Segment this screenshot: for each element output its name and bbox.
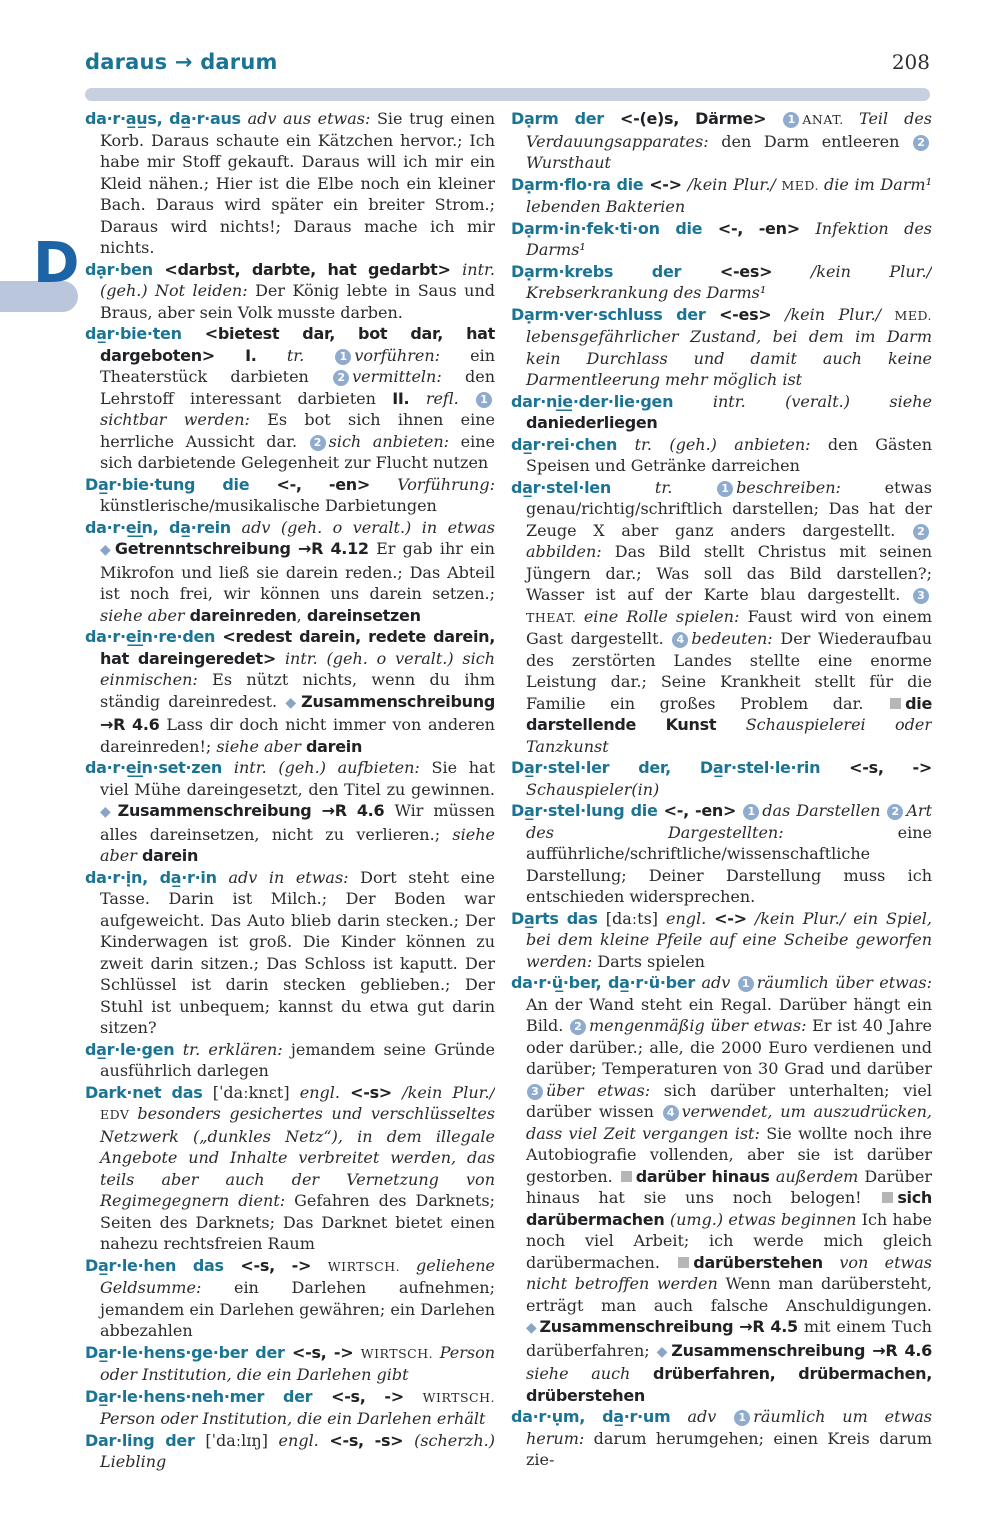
example-text: ein Darlehen aufnehmen; jemandem ein Darlehen gewähren; ein Darlehen abbezahlen bbox=[100, 1278, 495, 1340]
definition-italic: tr. (geh.) anbieten: bbox=[634, 434, 828, 454]
definition-italic: von etwas nicht betroffen werden bbox=[526, 1252, 932, 1293]
dictionary-entry bbox=[511, 174, 932, 218]
definition-italic: /kein Plur./ bbox=[785, 304, 895, 324]
example-text: Sie wollte noch ihre Autobiografie vollenden, aber sie ist darüber gestorben. bbox=[526, 1123, 932, 1186]
grammar-forms: <-es> bbox=[719, 261, 811, 281]
example-text: eine sich darbietende Gelegenheit zur Flucht nutzen bbox=[100, 431, 495, 472]
headword: Da̲r·stel·ler der, Da̲r·stel·le·rin bbox=[511, 758, 850, 777]
bold-reference: daniederliegen bbox=[526, 413, 658, 432]
definition-italic: Person oder Institution, die ein Darlehen gibt bbox=[100, 1342, 495, 1384]
example-text: Darüber hinaus hat sie uns noch belogen! bbox=[526, 1166, 932, 1207]
definition-italic: (scherzh.) Liebling bbox=[100, 1430, 495, 1471]
definition-italic: /kein Plur./ Krebserkrankung des Darms¹ bbox=[526, 261, 932, 302]
definition-italic: intr. (geh. o veralt.) sich einmischen: bbox=[100, 648, 495, 689]
sense-number-badge: 3 bbox=[527, 1084, 543, 1100]
headword: Da̲r·bie·tung die bbox=[85, 474, 277, 494]
definition-italic: tr. bbox=[286, 345, 335, 365]
definition-italic: engl. bbox=[299, 1082, 351, 1102]
dictionary-entry bbox=[511, 908, 932, 973]
grammar-forms: <-, -en> bbox=[663, 801, 743, 820]
headword: Da̲r·le·hen das bbox=[85, 1255, 241, 1275]
example-text: künstlerische/musikalische Darbietungen bbox=[100, 496, 437, 515]
example-text: Lass dir doch nicht immer von anderen dareinreden!; bbox=[100, 715, 495, 756]
definition-italic: räumlich über etwas: bbox=[756, 973, 932, 992]
example-text: [ˈdaːknɛt] bbox=[212, 1082, 300, 1102]
idiom-square-icon bbox=[882, 1192, 893, 1203]
dictionary-entry bbox=[511, 972, 932, 1406]
grammar-forms: <-s, -> bbox=[240, 1255, 328, 1275]
subject-label: THEAT. bbox=[526, 609, 584, 625]
bold-reference: dareinsetzen bbox=[306, 605, 421, 625]
headword: Dạrm·ver·schluss der bbox=[511, 304, 720, 324]
spelling-rule-diamond-icon: ◆ bbox=[100, 804, 116, 820]
definition-italic: (umg.) etwas beginnen bbox=[669, 1209, 862, 1229]
definition-italic: besonders gesichertes und verschlüsseltes Netzwerk („dunkles Netz“), in dem illegale Angebote und Inhalte verbreitet werden, das teils aber auch der Vernetzung von Regimegegnern dient: bbox=[100, 1104, 495, 1210]
definition-italic: Vorführung: bbox=[397, 474, 495, 494]
subject-label: WIRTSCH. bbox=[327, 1258, 417, 1274]
headword: da̲r·rei·chen bbox=[511, 434, 635, 454]
sense-number-badge: 2 bbox=[913, 524, 929, 540]
grammar-forms: <-s, -s> bbox=[329, 1430, 415, 1450]
grammar-forms: <-(e)s, Därme> bbox=[620, 109, 783, 128]
headword: da̲r·stel·len bbox=[511, 477, 655, 497]
dictionary-entry bbox=[85, 323, 495, 474]
grammar-forms: <-> bbox=[714, 908, 755, 928]
subject-label: ANAT. bbox=[802, 112, 860, 127]
headword: da·r·a̲u̲s, da̲·r·aus bbox=[85, 109, 248, 128]
grammar-forms: <-s, -> bbox=[331, 1386, 423, 1406]
headword: Dạrm·in·fek·ti·on die bbox=[511, 218, 718, 238]
definition-italic: verwendet, um auszudrücken, dass viel Zeit vergangen ist: bbox=[526, 1102, 932, 1143]
dictionary-entry bbox=[85, 1386, 495, 1430]
example-text: Sie trug einen Korb. Daraus schaute ein Kätzchen hervor.; Ich habe mir Stoff gekauft. Daraus will ich mir ein Kleid nähen.; Hier ist die Elbe noch ein kleiner Bach. Daraus wird später ein breiter Strom.; Daraus wird nichts!; Daraus mache ich mir nichts. bbox=[100, 109, 495, 257]
headword: da·r·e̲i̲n, da̲·rein bbox=[85, 517, 242, 537]
example-text: mit einem Tuch darüberfahren; bbox=[526, 1317, 932, 1360]
subject-label: EDV bbox=[100, 1107, 138, 1122]
idiom-square-icon bbox=[890, 698, 901, 709]
definition-italic: die im Darm¹ lebenden Bakterien bbox=[526, 174, 932, 216]
example-text: , bbox=[296, 605, 307, 625]
example-text: Er gab ihr ein Mikrofon und ließ sie darein reden.; Das Abteil ist noch frei, wir können uns darein setzen.; bbox=[100, 539, 495, 603]
page-number: 208 bbox=[891, 50, 930, 74]
dictionary-entry bbox=[511, 800, 932, 908]
example-text: sich darüber unterhalten; viel darüber wissen bbox=[526, 1080, 932, 1121]
headword: Da̲r·le·hens·ge·ber der bbox=[85, 1342, 293, 1362]
example-text: Es nützt nichts, wenn du ihm ständig dareinredest. bbox=[100, 670, 495, 711]
sense-number-badge: 1 bbox=[476, 392, 492, 408]
definition-italic: tr. bbox=[654, 477, 717, 497]
right-column bbox=[511, 108, 932, 1498]
example-text: den Gästen Speisen und Getränke darreichen bbox=[526, 434, 932, 475]
sense-number-badge: 1 bbox=[717, 481, 733, 497]
sense-number-badge: 1 bbox=[783, 112, 799, 128]
example-text: Der Wiederaufbau des zerstörten Landes stellte eine enorme Leistung dar.; Seine Krankheit stellt für die Familie ein großes Problem dar. bbox=[526, 629, 932, 713]
bold-reference: Zusammenschreibung →R 4.6 bbox=[671, 1340, 932, 1360]
example-text: Sie hat viel Mühe dareingesetzt, den Titel zu gewinnen. bbox=[100, 758, 495, 799]
spelling-rule-diamond-icon: ◆ bbox=[526, 1320, 538, 1336]
headword: da̲r·bie·ten bbox=[85, 324, 205, 343]
definition-italic: adv aus etwas: bbox=[247, 109, 377, 128]
sense-number-badge: 3 bbox=[913, 588, 929, 604]
grammar-forms: <-, -en> bbox=[717, 218, 816, 238]
definition-italic: beschreiben: bbox=[736, 477, 885, 497]
bold-reference: darein bbox=[306, 736, 363, 756]
definition-italic: Art des Dargestellten: bbox=[526, 801, 932, 842]
bold-reference: Zusammenschreibung →R 4.5 bbox=[539, 1317, 804, 1336]
grammar-forms: <-es> bbox=[719, 304, 786, 324]
entry-columns bbox=[85, 108, 932, 1498]
example-text: Der König lebte in Saus und Braus, aber sein Volk musste darben. bbox=[100, 281, 495, 322]
dictionary-entry bbox=[85, 259, 495, 324]
sense-number-badge: 1 bbox=[743, 804, 759, 820]
dictionary-entry bbox=[85, 108, 495, 259]
example-text: Dort steht eine Tasse. Darin ist Milch.; Der Boden war aufgeweicht. Das Auto blieb darin stecken.; Der Kinderwagen ist groß. Die Kinder können zu zweit darin sitzen.; Das Schloss ist kaputt. Der Schlüssel ist darin stecken geblieben.; Der Stuhl ist unbequem; kannst du etwa gut darin sitzen? bbox=[100, 867, 495, 1037]
grammar-forms: <redest darein, redete darein, hat dareingeredet> bbox=[100, 627, 495, 668]
grammar-forms: <darbst, darbte, hat gedarbt> bbox=[164, 259, 463, 279]
definition-italic: engl. bbox=[278, 1430, 330, 1450]
grammar-forms: <-> bbox=[649, 174, 688, 194]
bold-reference: Getrenntschreibung →R 4.12 bbox=[114, 539, 377, 558]
sense-number-badge: 2 bbox=[887, 804, 903, 820]
definition-italic: über etwas: bbox=[546, 1080, 664, 1100]
definition-italic: siehe aber bbox=[216, 736, 306, 756]
definition-italic: intr. (geh.) Not leiden: bbox=[100, 259, 495, 300]
idiom-square-icon bbox=[678, 1257, 689, 1268]
example-text: Faust wird von einem Gast dargestellt. bbox=[526, 606, 932, 648]
dictionary-entry bbox=[511, 1406, 932, 1471]
definition-italic: abbilden: bbox=[526, 542, 615, 561]
example-text: Er ist 40 Jahre oder darüber.; alle, die 2000 Euro verdienen und darüber; Temperaturen von 30 Grad und darüber bbox=[526, 1016, 932, 1078]
header-divider-bar bbox=[85, 88, 930, 101]
dictionary-entry bbox=[511, 304, 932, 391]
sense-number-badge: 2 bbox=[333, 370, 349, 386]
dictionary-entry bbox=[85, 517, 495, 627]
sense-number-badge: 2 bbox=[570, 1019, 586, 1035]
dictionary-entry bbox=[85, 1039, 495, 1082]
subject-label: MED. bbox=[894, 307, 932, 323]
subject-label: WIRTSCH. bbox=[422, 1389, 495, 1405]
example-text: Es bot sich ihnen eine herrliche Aussicht dar. bbox=[100, 410, 495, 451]
example-text: An der Wand steht ein Regal. Darüber hängt ein Bild. bbox=[526, 994, 932, 1035]
dictionary-entry bbox=[511, 757, 932, 800]
dictionary-entry bbox=[511, 477, 932, 758]
definition-italic: intr. (veralt.) siehe bbox=[712, 391, 932, 411]
definition-italic: das Darstellen bbox=[762, 801, 887, 820]
dictionary-entry bbox=[85, 626, 495, 757]
definition-italic: engl. bbox=[665, 908, 715, 928]
sense-number-badge: 1 bbox=[335, 349, 351, 365]
bold-reference: drüberfahren, drübermachen, drüberstehen bbox=[526, 1364, 932, 1405]
subject-label: WIRTSCH. bbox=[360, 1345, 440, 1361]
headword: da·r·e̲i̲n·set·zen bbox=[85, 758, 234, 777]
definition-italic: lebensgefährlicher Zustand, bei dem im Darm kein Durchlass und damit auch keine Darmentleerung mehr möglich ist bbox=[526, 327, 932, 389]
definition-italic: Teil des Verdauungsapparates: bbox=[526, 109, 932, 151]
definition-italic: eine Rolle spielen: bbox=[583, 606, 748, 626]
subject-label: MED. bbox=[781, 177, 824, 193]
definition-italic: adv (geh. o veralt.) in etwas bbox=[241, 517, 495, 537]
bold-reference: II. bbox=[392, 388, 426, 408]
example-text: Ich habe noch viel Arbeit; ich werde mich gleich darübermachen. bbox=[526, 1209, 932, 1272]
definition-italic: bedeuten: bbox=[691, 629, 781, 648]
spelling-rule-diamond-icon: ◆ bbox=[100, 542, 113, 558]
bold-reference: darüberstehen bbox=[693, 1252, 840, 1272]
headword: dar·ni̲e̲·der·lie·gen bbox=[511, 391, 713, 411]
definition-italic: adv in etwas: bbox=[228, 867, 361, 887]
definition-italic: sichtbar werden: bbox=[100, 410, 268, 429]
dictionary-entry bbox=[85, 867, 495, 1039]
example-text: den Lehrstoff interessant darbieten bbox=[100, 367, 495, 408]
headword: Dạrm·flo·ra die bbox=[511, 174, 650, 194]
definition-italic: siehe auch bbox=[526, 1364, 654, 1383]
dictionary-entry bbox=[511, 261, 932, 304]
definition-italic: intr. (geh.) aufbieten: bbox=[233, 758, 432, 777]
example-text: den Darm entleeren bbox=[721, 131, 913, 151]
dictionary-entry bbox=[511, 218, 932, 261]
headword: Dạrm·krebs der bbox=[511, 261, 720, 281]
headword: Da̲r·le·hens·neh·mer der bbox=[85, 1386, 332, 1406]
bold-reference: die darstellende Kunst bbox=[526, 693, 932, 734]
headword: Dar·ling der bbox=[85, 1430, 206, 1450]
headword: da·r·e̲i̲n·re·den bbox=[85, 627, 223, 646]
definition-italic: tr. erklären: bbox=[182, 1039, 291, 1059]
bold-reference: Zusammenschreibung →R 4.6 bbox=[100, 691, 495, 734]
headword: Dạrm der bbox=[511, 109, 620, 128]
dictionary-entry bbox=[85, 474, 495, 517]
sense-number-badge: 2 bbox=[913, 135, 929, 151]
example-text: eine aufführliche/schriftliche/wissenschaftliche Darstellung; Deiner Darstellung muss ich entschieden widersprechen. bbox=[526, 822, 932, 906]
alphabet-section-letter: D bbox=[33, 231, 80, 296]
example-text: Wenn man darübersteht, erträgt man auch falsche Anschuldigungen. bbox=[526, 1274, 932, 1315]
dictionary-entry bbox=[511, 434, 932, 477]
bold-reference: darein bbox=[141, 846, 199, 865]
bold-reference: darüber hinaus bbox=[635, 1166, 776, 1186]
dictionary-entry bbox=[85, 1255, 495, 1342]
definition-italic: refl. bbox=[425, 388, 475, 408]
definition-italic: Schauspielerei oder Tanzkunst bbox=[526, 715, 932, 756]
headword: da·r·ịn, da̲·r·in bbox=[85, 867, 229, 887]
example-text: Das Bild stellt Christus mit seinen Jüngern dar.; Was soll das Bild darstellen?; Wasser ist auf der Karte blau dargestellt. bbox=[526, 542, 932, 604]
definition-italic: /kein Plur./ bbox=[402, 1082, 495, 1102]
bold-reference: I. bbox=[245, 345, 287, 365]
bold-reference: sich darübermachen bbox=[526, 1188, 932, 1229]
definition-italic: mengenmäßig über etwas: bbox=[589, 1016, 813, 1035]
example-text: Darts spielen bbox=[597, 951, 705, 971]
bold-reference: dareinreden bbox=[189, 605, 297, 625]
grammar-forms: <-s, -> bbox=[849, 758, 932, 777]
bold-reference: Zusammenschreibung →R 4.6 bbox=[117, 801, 395, 820]
definition-italic: /kein Plur./ ein Spiel, bei dem kleine Pfeile auf eine Scheibe geworfen werden: bbox=[526, 908, 932, 971]
definition-italic: siehe aber bbox=[100, 824, 495, 865]
dictionary-entry bbox=[511, 391, 932, 434]
sense-number-badge: 4 bbox=[663, 1105, 679, 1121]
dictionary-entry bbox=[85, 1430, 495, 1473]
spelling-rule-diamond-icon: ◆ bbox=[285, 694, 300, 711]
definition-italic: vermitteln: bbox=[352, 367, 465, 386]
headword: dạr·ben bbox=[85, 259, 165, 279]
definition-italic: Wursthaut bbox=[526, 153, 611, 172]
example-text: Gefahren des Darknets; Seiten des Darknets; Das Darknet bietet einen nahezu rechtsfreien Raum bbox=[100, 1191, 495, 1253]
definition-italic: vorführen: bbox=[354, 345, 471, 365]
guide-words: daraus → darum bbox=[85, 50, 278, 74]
definition-italic: /kein Plur./ bbox=[687, 174, 782, 194]
headword: Da̲r·stel·lung die bbox=[511, 801, 664, 820]
dictionary-entry bbox=[85, 1082, 495, 1255]
example-text: Wir müssen alles dareinsetzen, nicht zu verlieren.; bbox=[100, 801, 495, 844]
example-text: etwas genau/richtig/schriftlich darstellen; Das hat der Zeuge X aber ganz anders dargestellt. bbox=[526, 477, 932, 540]
headword: da·r·ụm, da̲·r·um bbox=[511, 1407, 688, 1426]
grammar-forms: <-s, -> bbox=[292, 1342, 361, 1362]
example-text: [ˈdaːlɪŋ] bbox=[205, 1430, 279, 1450]
definition-italic: räumlich um etwas herum: bbox=[526, 1407, 932, 1448]
definition-italic: außerdem bbox=[775, 1166, 865, 1186]
sense-number-badge: 2 bbox=[310, 435, 326, 451]
sense-number-badge: 1 bbox=[734, 1410, 750, 1426]
example-text: darum herumgehen; einen Kreis darum zie- bbox=[526, 1428, 932, 1469]
definition-italic: adv bbox=[701, 973, 737, 992]
grammar-forms: <-s> bbox=[350, 1082, 403, 1102]
page-header bbox=[85, 50, 930, 74]
spelling-rule-diamond-icon: ◆ bbox=[656, 1343, 670, 1360]
example-text: jemandem seine Gründe ausführlich darlegen bbox=[100, 1039, 495, 1080]
definition-italic: Schauspieler(in) bbox=[526, 779, 660, 799]
dictionary-entry bbox=[511, 108, 932, 174]
headword: Dark·net das bbox=[85, 1082, 213, 1102]
sense-number-badge: 4 bbox=[672, 632, 688, 648]
idiom-square-icon bbox=[621, 1171, 632, 1182]
headword: da·r·ü̲·ber, da̲·r·ü·ber bbox=[511, 973, 702, 992]
headword: da̲r·le·gen bbox=[85, 1039, 183, 1059]
definition-italic: Infektion des Darms¹ bbox=[526, 218, 932, 259]
example-text: ein Theaterstück darbieten bbox=[100, 345, 495, 386]
definition-italic: Person oder Institution, die ein Darlehen erhält bbox=[100, 1409, 486, 1428]
left-column bbox=[85, 108, 495, 1498]
example-text: [daːts] bbox=[605, 908, 666, 928]
headword: Da̲rts das bbox=[511, 908, 606, 928]
definition-italic: sich anbieten: bbox=[328, 431, 461, 451]
sense-number-badge: 1 bbox=[738, 976, 754, 992]
dictionary-entry bbox=[85, 757, 495, 867]
definition-italic: siehe aber bbox=[100, 605, 190, 625]
grammar-forms: <-, -en> bbox=[276, 474, 398, 494]
grammar-forms: <bietest dar, bot dar, hat dargeboten> bbox=[100, 324, 495, 365]
dictionary-entry bbox=[85, 1342, 495, 1386]
definition-italic: geliehene Geldsumme: bbox=[100, 1255, 495, 1297]
definition-italic: adv bbox=[687, 1407, 734, 1426]
